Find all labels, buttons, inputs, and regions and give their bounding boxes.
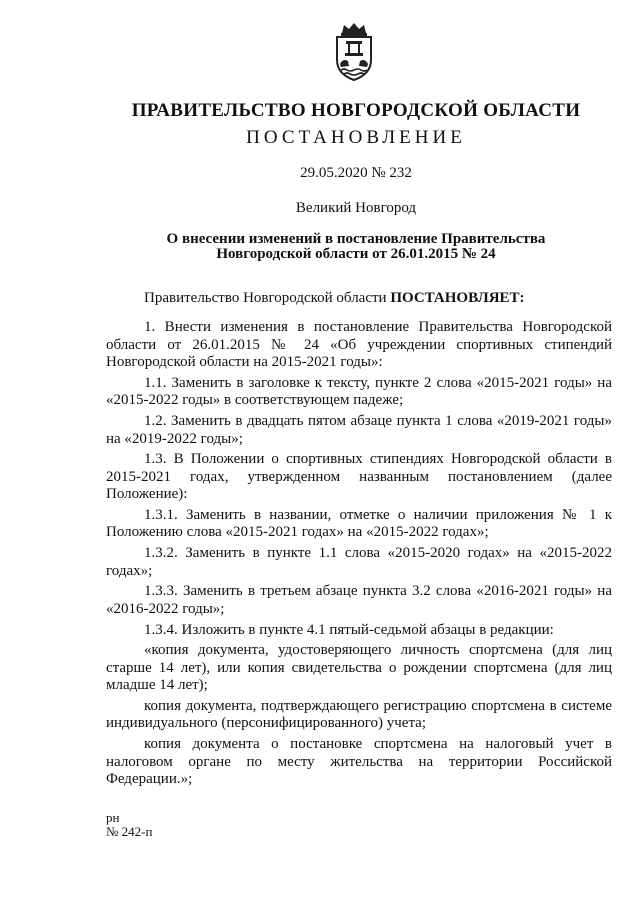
resolution-intro [106,290,612,307]
footer [106,811,152,839]
subject-line-1: О внесении изменений в постановление Правительства [166,231,546,247]
coat-of-arms-icon [327,20,381,82]
quote-paragraph-3: копия документа о постановке спортсмена на налоговый учет в налоговом органе по месту жительства на территории Российской Федерации.»; [106,736,612,788]
document-subject [36,232,640,262]
paragraph-1-3-4: 1.3.4. Изложить в пункте 4.1 пятый-седьмой абзацы в редакции: [144,621,554,638]
paragraph-1-3-1: 1.3.1. Заменить в названии, отметке о наличии приложения № 1 к Положению слова «2015-2021 годах» на «2015-2022 годах»; [106,507,612,541]
intro-keyword: ПОСТАНОВЛЯЕТ: [390,290,525,306]
paragraph-1-2: 1.2. Заменить в двадцать пятом абзаце пункта 1 слова «2019-2021 годы» на «2019-2022 годы»; [106,413,612,447]
paragraph-1-3-2: 1.3.2. Заменить в пункте 1.1 слова «2015-2020 годах» на «2015-2022 годах»; [106,545,612,579]
quote-paragraph-1: «копия документа, удостоверяющего личность спортсмена (для лиц старше 14 лет), или копия свидетельства о рождении спортсмена (для лиц младше 14 лет); [106,642,612,694]
city: Великий Новгород [295,200,417,216]
organization-name: ПРАВИТЕЛЬСТВО НОВГОРОДСКОЙ ОБЛАСТИ [131,100,581,121]
paragraph-1-3-3: 1.3.3. Заменить в третьем абзаце пункта 3.2 слова «2016-2021 годы» на «2016-2022 годы»; [106,583,612,617]
paragraph-1-3: 1.3. В Положении о спортивных стипендиях Новгородской области в 2015-2021 годах, утвержденном названным постановлением (далее Положение): [106,451,612,503]
document-type: ПОСТАНОВЛЕНИЕ [246,127,466,148]
intro-text: Правительство Новгородской области [144,290,391,306]
date-and-number: 29.05.2020 № 232 [300,165,412,181]
document-body [106,290,612,792]
paragraph-1-1: 1.1. Заменить в заголовке к тексту, пункте 2 слова «2015-2021 годы» на «2015-2022 годы» в соответствующем падеже; [106,375,612,409]
quote-paragraph-2: копия документа, подтверждающего регистрацию спортсмена в системе индивидуального (персонифицированного) учета; [106,698,612,732]
paragraph-1: 1. Внести изменения в постановление Правительства Новгородской области от 26.01.2015 № 24 «Об учреждении спортивных стипендий Новгородской области на 2015-2021 годы»: [106,319,612,371]
subject-line-2: Новгородской области от 26.01.2015 № 24 [216,246,496,262]
footer-initials: рн [106,810,120,825]
footer-ref-number: № 242-п [106,824,153,839]
